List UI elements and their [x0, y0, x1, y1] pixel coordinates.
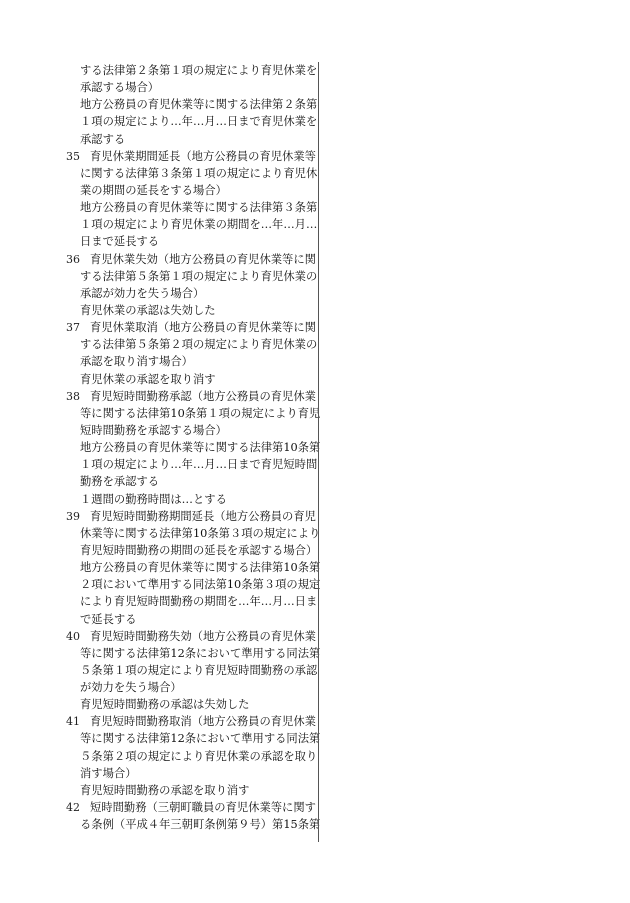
line-text: 日まで延長する: [80, 235, 160, 249]
item-number: 40: [66, 629, 80, 643]
text-line: [66, 62, 316, 79]
text-line: [66, 182, 316, 199]
text-line: [66, 696, 316, 713]
text-line: [66, 216, 316, 233]
line-text: する法律第５条第２項の規定により育児休業の: [80, 338, 318, 352]
line-text: 承認する: [80, 132, 126, 146]
text-line: [66, 131, 316, 148]
line-text: ２項において準用する同法第10条第３項の規定: [80, 578, 321, 592]
line-text: する法律第２条第１項の規定により育児休業を: [80, 64, 318, 77]
line-text: 等に関する法律第10条第１項の規定により育児: [80, 406, 321, 420]
column-divider: [318, 62, 319, 842]
text-line: [66, 285, 316, 302]
text-line: [66, 611, 316, 628]
text-line: [66, 559, 321, 576]
line-text: により育児短時間勤務の期間を…年…月…日ま: [80, 595, 318, 609]
line-text: 育児休業失効（地方公務員の育児休業等に関: [90, 252, 316, 266]
text-line: [66, 645, 321, 662]
line-text: に関する法律第３条第１項の規定により育児休: [80, 166, 318, 180]
item-number: 42: [66, 801, 80, 815]
text-line: [66, 542, 316, 559]
text-line: [66, 422, 316, 439]
line-text: 地方公務員の育児休業等に関する法律第２条第: [80, 98, 318, 112]
list-item-heading: [66, 388, 316, 405]
item-number: 41: [66, 715, 80, 729]
line-text: 等に関する法律第12条において準用する同法第: [80, 646, 321, 660]
line-text: １項の規定により…年…月…日まで育児休業を: [80, 115, 318, 129]
text-line: [66, 765, 316, 782]
text-line: [66, 113, 316, 130]
line-text: 育児短時間勤務取消（地方公務員の育児休業: [90, 715, 316, 729]
line-text: 育児休業の承認を取り消す: [80, 372, 216, 386]
line-text: 育児短時間勤務の承認を取り消す: [80, 783, 250, 797]
line-text: 休業等に関する法律第10条第３項の規定により: [80, 526, 321, 540]
line-text: 地方公務員の育児休業等に関する法律第３条第: [80, 201, 318, 215]
line-text: する法律第５条第１項の規定により育児休業の: [80, 269, 318, 283]
text-line: [66, 96, 316, 113]
list-item-heading: [66, 713, 316, 730]
text-line: [66, 79, 316, 96]
text-line: [66, 816, 321, 833]
item-number: 38: [66, 389, 80, 403]
line-text: 育児休業の承認は失効した: [80, 303, 216, 317]
text-line: [66, 456, 316, 473]
item-number: 39: [66, 509, 80, 523]
text-line: [66, 576, 321, 593]
line-text: 等に関する法律第12条において準用する同法第: [80, 732, 321, 746]
line-text: ５条第２項の規定により育児休業の承認を取り: [80, 749, 318, 763]
line-text: が効力を失う場合）: [80, 681, 182, 695]
list-item-heading: [66, 799, 316, 816]
list-item-heading: [66, 508, 316, 525]
text-line: [66, 491, 316, 508]
list-item-heading: [66, 148, 316, 165]
line-text: 承認が効力を失う場合）: [80, 286, 205, 300]
line-text: １週間の勤務時間は…とする: [80, 492, 227, 506]
text-line: [66, 473, 316, 490]
text-line: [66, 199, 316, 216]
line-text: 勤務を承認する: [80, 475, 160, 489]
line-text: 育児短時間勤務期間延長（地方公務員の育児: [90, 509, 316, 523]
line-text: 育児休業期間延長（地方公務員の育児休業等: [90, 149, 316, 163]
text-line: [66, 525, 321, 542]
line-text: 短時間勤務（三朝町職員の育児休業等に関す: [90, 801, 316, 815]
text-line: [66, 405, 321, 422]
item-number: 35: [66, 149, 80, 163]
line-text: 短時間勤務を承認する場合）: [80, 423, 227, 437]
line-text: 消す場合）: [80, 766, 137, 780]
line-text: 承認する場合）: [80, 81, 160, 95]
line-text: 育児短時間勤務失効（地方公務員の育児休業: [90, 629, 316, 643]
line-text: 地方公務員の育児休業等に関する法律第10条第: [80, 561, 321, 575]
text-line: [66, 336, 316, 353]
line-text: で延長する: [80, 612, 137, 626]
list-item-heading: [66, 319, 316, 336]
text-line: [66, 679, 316, 696]
line-text: １項の規定により…年…月…日まで育児短時間: [80, 458, 318, 472]
line-text: 育児短時間勤務承認（地方公務員の育児休業: [90, 389, 316, 403]
item-number: 37: [66, 321, 80, 335]
text-line: [66, 662, 316, 679]
line-text: 承認を取り消す場合）: [80, 355, 193, 369]
text-column: [66, 62, 321, 833]
line-text: 育児休業取消（地方公務員の育児休業等に関: [90, 321, 316, 335]
line-text: 業の期間の延長をする場合）: [80, 183, 227, 197]
text-line: [66, 593, 316, 610]
text-line: [66, 748, 316, 765]
text-line: [66, 371, 316, 388]
line-text: る条例（平成４年三朝町条例第９号）第15条第: [80, 818, 321, 832]
list-item-heading: [66, 251, 316, 268]
line-text: １項の規定により育児休業の期間を…年…月…: [80, 218, 318, 232]
line-text: 地方公務員の育児休業等に関する法律第10条第: [80, 441, 321, 455]
text-line: [66, 730, 321, 747]
text-line: [66, 302, 316, 319]
text-line: [66, 782, 316, 799]
line-text: ５条第１項の規定により育児短時間勤務の承認: [80, 663, 318, 677]
list-item-heading: [66, 628, 316, 645]
text-line: [66, 268, 316, 285]
line-text: 育児短時間勤務の承認は失効した: [80, 698, 250, 712]
text-line: [66, 353, 316, 370]
text-line: [66, 233, 316, 250]
line-text: 育児短時間勤務の期間の延長を承認する場合）: [80, 543, 318, 557]
text-line: [66, 165, 316, 182]
item-number: 36: [66, 252, 80, 266]
text-line: [66, 439, 321, 456]
